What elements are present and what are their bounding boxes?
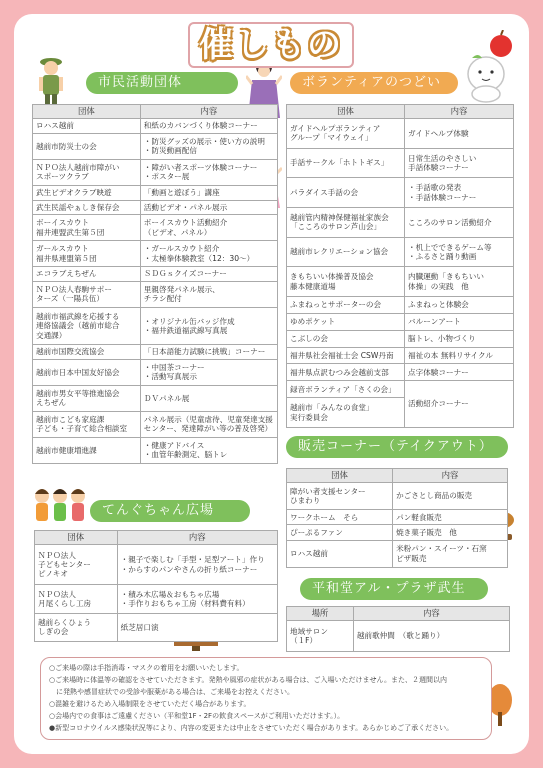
column-header: 内容: [405, 105, 514, 119]
cell-line: ＮＰＯ法人: [38, 550, 76, 560]
organization-cell: [287, 178, 405, 208]
table-row: [287, 313, 514, 330]
cell-line: 手話体験コーナー: [408, 163, 469, 172]
cell-line: ・障がい者スポーツ体験コーナー: [143, 162, 258, 172]
content-cell: [140, 345, 277, 360]
cell-line: 焼き菓子販売 他: [396, 527, 457, 537]
cell-line: 福井県点訳むつみ会越前支部: [290, 367, 389, 377]
content-cell: [140, 359, 277, 385]
plaza-table: [286, 606, 510, 652]
cell-line: ロハス越前: [36, 121, 74, 131]
cell-line: ・太極拳体験教室（12：30～）: [143, 253, 255, 263]
table-row: [287, 347, 514, 364]
table-row: [287, 208, 514, 238]
table-row: [287, 540, 508, 567]
table-row: [33, 215, 278, 241]
table-row: [33, 307, 278, 344]
content-cell: [393, 525, 508, 540]
content-cell: [405, 297, 514, 314]
organization-cell: [287, 381, 405, 398]
organization-cell: [287, 208, 405, 238]
cell-line: 手話サークル「ホトトギス」: [290, 158, 389, 168]
organization-cell: [287, 148, 405, 178]
organization-cell: [287, 237, 405, 267]
organization-cell: [33, 241, 141, 267]
cell-line: ・福井鉄道福武線写真展: [143, 326, 228, 336]
cell-line: ・活動写真展示: [143, 372, 197, 382]
cell-line: ＮＰＯ法人春駒サポー: [36, 285, 112, 294]
cell-line: 連絡協議会（越前市総合: [36, 321, 120, 331]
cell-line: ピザ販売: [396, 553, 427, 563]
content-cell: [140, 185, 277, 200]
section-header-hanbai: 販売コーナー（テイクアウト）: [286, 436, 508, 458]
cell-line: ピノキオ: [38, 569, 68, 579]
cell-line: 活動ビデオ・パネル展示: [143, 202, 228, 212]
table-row: [287, 297, 514, 314]
cell-line: 里親啓発パネル展示、: [143, 285, 220, 294]
content-cell: [140, 282, 277, 308]
cell-line: 越前市男女平等推進協会: [36, 388, 120, 398]
cell-line: かごさとし商品の販売: [396, 491, 473, 501]
organization-cell: [287, 330, 405, 347]
organization-cell: [287, 510, 393, 525]
cell-line: ぴーぷるファン: [290, 527, 343, 537]
cell-line: 障がい者支援センター: [290, 486, 366, 496]
content-cell: [405, 237, 514, 267]
red-ball-icon: [488, 30, 514, 60]
notice-line: ○会場内での食事はご遠慮ください（平和堂1F・2Fの飲食スペースがご利用いただけます。）。: [49, 712, 345, 720]
cell-line: ・血管年齢測定、脳トレ: [143, 450, 228, 460]
organization-cell: [33, 215, 141, 241]
cell-line: 「こころのサロン芦山会」: [290, 222, 382, 232]
cell-line: 福祉の本 無料リサイクル: [408, 350, 493, 360]
cell-line: 「動画と遊ぼう」講座: [143, 187, 220, 197]
cell-line: ひまわり: [290, 496, 321, 506]
content-cell: [140, 307, 277, 344]
content-cell: [117, 585, 277, 613]
cell-line: 月尾くらし工房: [38, 599, 92, 609]
table-header-row: [287, 469, 508, 483]
organization-cell: [287, 621, 354, 652]
cell-line: 日常生活のやさしい: [408, 153, 477, 163]
cell-line: ・中国茶コーナー: [143, 362, 205, 372]
cell-line: （ビデオ、パネル）: [143, 227, 212, 237]
cell-line: パネル展示（児童虐待、児童発達支援: [143, 414, 273, 424]
table-row: [33, 159, 278, 185]
organization-cell: [287, 119, 405, 149]
content-cell: [140, 437, 277, 463]
hanbai-table: [286, 468, 508, 568]
cell-line: こぶしの会: [290, 333, 328, 343]
table-row: [287, 330, 514, 347]
table-row: [33, 241, 278, 267]
table-row: [33, 345, 278, 360]
cell-line: ガイドヘルプ体験: [408, 128, 469, 138]
content-cell: [353, 621, 509, 652]
tengu-table: [34, 530, 278, 642]
organization-cell: [287, 540, 393, 567]
table-row: [287, 364, 514, 381]
table-row: [35, 545, 278, 585]
organization-cell: [287, 525, 393, 540]
cell-line: ・防災動画配信: [143, 146, 197, 156]
column-header: 内容: [393, 469, 508, 483]
content-cell: [393, 540, 508, 567]
cell-line: 交通課）: [36, 330, 67, 340]
table-row: [287, 621, 510, 652]
column-header: 内容: [353, 607, 509, 621]
cell-line: ・ガールスカウト紹介: [143, 244, 220, 254]
content-cell: [405, 178, 514, 208]
notice-line: ○ご来場の際は手指消毒・マスクの着用をお願いいたします。: [49, 664, 244, 672]
table-row: [33, 185, 278, 200]
cell-line: 越前市日本中国友好協会: [36, 367, 120, 377]
cell-line: パラダイス手話の会: [290, 187, 359, 197]
cell-line: 米粉パン・スイーツ・石窯: [396, 544, 487, 554]
cell-line: ・親子で楽しむ「手型・足型アート」作り: [120, 555, 265, 565]
organization-cell: [287, 267, 405, 297]
content-cell: [140, 133, 277, 159]
cell-line: ロハス越前: [290, 549, 328, 559]
organization-cell: [33, 345, 141, 360]
cell-line: きもちいい体操普及協会: [290, 272, 374, 282]
organization-cell: [287, 297, 405, 314]
content-cell: [140, 385, 277, 411]
table-row: [35, 585, 278, 613]
cell-line: 福井県社会福祉士会 CSW丹南: [290, 350, 394, 360]
table-row: [33, 411, 278, 437]
cell-line: グループ「マイウェイ」: [290, 133, 373, 143]
organization-cell: [35, 585, 118, 613]
cell-line: 和紙のカバンづくり体験コーナー: [143, 121, 258, 131]
cell-line: 実行委員会: [290, 412, 328, 422]
cell-line: 越前管内精神保健福祉家族会: [290, 212, 389, 222]
cell-line: えちぜん: [36, 398, 67, 408]
cell-line: ・手話歌の発表: [408, 183, 462, 193]
cell-line: 福井県連盟第５団: [36, 253, 97, 263]
cell-line: 越前市国際交流協会: [36, 347, 105, 357]
cell-line: 体操」の実践 他: [408, 281, 469, 291]
cell-line: ・机上でできるゲーム等: [408, 242, 492, 252]
cell-line: 点字体験コーナー: [408, 367, 469, 377]
column-header: 団体: [287, 469, 393, 483]
content-cell: [405, 208, 514, 238]
content-cell: [405, 347, 514, 364]
section-header-tengu: てんぐちゃん広場: [90, 500, 250, 522]
content-cell: [405, 148, 514, 178]
cell-line: ・ふるさと踊り動画: [408, 252, 477, 262]
column-header: 団体: [287, 105, 405, 119]
organization-cell: [287, 398, 405, 428]
table-row: [287, 119, 514, 149]
cell-line: ＮＰＯ法人: [38, 589, 76, 599]
cell-line: ボーイスカウト活動紹介: [143, 218, 228, 228]
table-header-row: [287, 607, 510, 621]
organization-cell: [287, 364, 405, 381]
page-title: 催しもの: [199, 25, 343, 65]
organization-cell: [287, 483, 393, 510]
table-row: [287, 267, 514, 297]
section-header-plaza: 平和堂アル・プラザ武生: [300, 578, 488, 600]
table-header-row: [287, 105, 514, 119]
cell-line: 武生民謡やぁしき保存会: [36, 202, 120, 212]
children-illustration-icon: [32, 484, 88, 524]
cell-line: ・手作りおもちゃ工房（材料費有料）: [120, 599, 250, 609]
column-header: 内容: [140, 105, 277, 119]
table-row: [287, 483, 508, 510]
notice-line: に発熱や感冒症状での受診や服薬がある場合は、ご来場をお控えください。: [49, 688, 294, 696]
cell-line: 内臓運動「きもちいい: [408, 272, 484, 282]
cell-line: 紙芝居口演: [120, 622, 159, 632]
cell-line: 藤本健康道場: [290, 281, 336, 291]
cell-line: 子ども・子育て総合相談室: [36, 424, 128, 434]
content-cell: [405, 119, 514, 149]
organization-cell: [33, 185, 141, 200]
cell-line: 越前市防災士の会: [36, 141, 97, 151]
cell-line: ・ポスター展: [143, 172, 190, 182]
organization-cell: [33, 119, 141, 134]
cell-line: 越前市健康増進課: [36, 445, 97, 455]
organization-cell: [33, 159, 141, 185]
notice-box: [40, 657, 492, 740]
content-cell: [405, 364, 514, 381]
shimin-table: [32, 104, 278, 464]
organization-cell: [33, 437, 141, 463]
cell-line: センター、発達障がい等の普及啓発）: [143, 424, 273, 434]
cell-line: 越前市福武線を応援する: [36, 311, 120, 321]
column-header: 場所: [287, 607, 354, 621]
cell-line: ガイドヘルプボランティア: [290, 123, 381, 133]
table-row: [33, 282, 278, 308]
content-cell: [140, 200, 277, 215]
table-row: [287, 510, 508, 525]
organization-cell: [35, 545, 118, 585]
content-cell: [140, 215, 277, 241]
cell-line: ・防災グッズの展示・使い方の説明: [143, 136, 265, 146]
cell-line: ・健康アドバイス: [143, 440, 205, 450]
organization-cell: [33, 307, 141, 344]
column-header: 団体: [35, 531, 118, 545]
organization-cell: [287, 347, 405, 364]
cell-line: 越前市レクリエーション協会: [290, 247, 389, 257]
table-row: [35, 613, 278, 641]
cell-line: 脳トレ、小物づくり: [408, 333, 476, 343]
content-cell: [140, 267, 277, 282]
column-header: 内容: [117, 531, 277, 545]
organization-cell: [33, 282, 141, 308]
organization-cell: [33, 359, 141, 385]
section-header-shimin: 市民活動団体: [86, 72, 238, 94]
content-cell: [140, 119, 277, 134]
content-cell: [140, 241, 277, 267]
section-header-volunteer: ボランティアのつどい: [290, 72, 458, 94]
cell-line: ＮＰＯ法人越前市障がい: [36, 162, 120, 172]
column-header: 団体: [33, 105, 141, 119]
cell-line: 越前市「みんなの食堂」: [290, 403, 374, 413]
cell-line: チラシ配付: [143, 294, 182, 304]
organization-cell: [35, 613, 118, 641]
cell-line: 活動紹介コーナー: [408, 399, 469, 409]
content-cell: [117, 545, 277, 585]
notice-line: ●新型コロナウイルス感染状況等により、内容の変更または中止をさせていただく場合があります。あらかじめご了承ください。: [49, 724, 454, 732]
cell-line: パン軽食販売: [396, 512, 442, 522]
content-cell: [405, 313, 514, 330]
organization-cell: [33, 200, 141, 215]
content-cell: [140, 159, 277, 185]
table-row: [287, 381, 514, 398]
cell-line: 越前らくひょう: [38, 617, 92, 627]
table-row: [287, 148, 514, 178]
content-cell: [405, 330, 514, 347]
table-row: [33, 359, 278, 385]
cell-line: ガールスカウト: [36, 244, 89, 254]
cell-line: スポーツクラブ: [36, 172, 89, 182]
table-header-row: [35, 531, 278, 545]
cell-line: ふまねっと体験会: [408, 300, 469, 310]
table-row: [33, 133, 278, 159]
table-row: [287, 237, 514, 267]
cell-line: ・からすのパンやさんの折り紙コーナー: [120, 564, 258, 574]
cell-line: 福井連盟武生第５団: [36, 227, 105, 237]
volunteer-table: [286, 104, 514, 428]
cell-line: しぎの会: [38, 627, 69, 637]
table-row: [33, 437, 278, 463]
cell-line: 武生ビデオクラブ映遊: [36, 187, 112, 197]
cell-line: ・オリジナル缶バッジ作成: [143, 316, 235, 326]
cell-line: ふまねっとサポーターの会: [290, 300, 382, 310]
content-cell: [405, 267, 514, 297]
cell-line: （１F）: [290, 636, 318, 645]
organization-cell: [33, 411, 141, 437]
cell-line: こころのサロン活動紹介: [408, 217, 492, 227]
cell-line: ボーイスカウト: [36, 218, 90, 228]
cell-line: ＤＶパネル展: [143, 393, 190, 403]
table-row: [33, 267, 278, 282]
cell-line: ・積み木広場＆おもちゃ広場: [120, 589, 220, 599]
cell-line: ゆめポケット: [290, 317, 336, 327]
cell-line: エコラブえちぜん: [36, 269, 97, 279]
cell-line: 越前歌仲間 （歌と踊り）: [356, 631, 445, 641]
cell-line: 録音ボランティア「さくの会」: [290, 384, 396, 394]
cell-line: 子どもセンター: [38, 559, 91, 569]
content-cell: [117, 613, 277, 641]
organization-cell: [33, 267, 141, 282]
table-row: [33, 385, 278, 411]
cell-line: 地域サロン: [290, 626, 328, 636]
cell-line: バルーンアート: [408, 317, 461, 327]
content-cell: [393, 483, 508, 510]
table-row: [33, 200, 278, 215]
organization-cell: [33, 133, 141, 159]
table-row: [287, 178, 514, 208]
content-cell: [393, 510, 508, 525]
cell-line: ＳＤＧｓクイズコーナー: [143, 269, 227, 279]
organization-cell: [287, 313, 405, 330]
notice-line: ○混雑を避けるため入場制限をさせていただく場合があります。: [49, 700, 251, 708]
cell-line: 「日本語能力試験に挑戦」コーナー: [143, 347, 266, 357]
content-cell: [405, 381, 514, 428]
table-header-row: [33, 105, 278, 119]
cell-line: ワークホーム そら: [290, 512, 359, 522]
table-row: [33, 119, 278, 134]
notice-line: ○ご来場時に体温等の確認をさせていただきます。発熱や風邪の症状がある場合は、ご入場いただけません。また、２週間以内: [49, 676, 447, 684]
cell-line: 越前市こども家庭課: [36, 414, 105, 424]
cell-line: ・手話体験コーナー: [408, 192, 477, 202]
table-row: [287, 525, 508, 540]
cell-line: ターズ（一陽兵伍）: [36, 294, 104, 304]
content-cell: [140, 411, 277, 437]
organization-cell: [33, 385, 141, 411]
